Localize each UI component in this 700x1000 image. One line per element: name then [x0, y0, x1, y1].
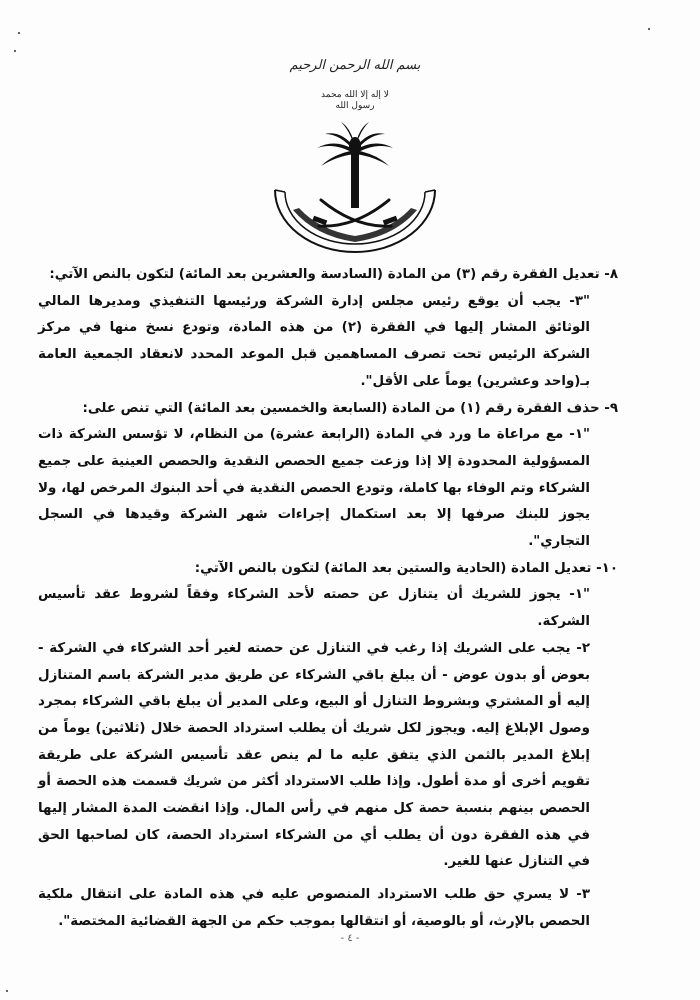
basmala-header: بسم الله الرحمن الرحيم: [289, 58, 421, 73]
amendment-item-9: [38, 396, 618, 556]
scan-speck: [14, 50, 16, 52]
item-paragraph: "١- مع مراعاة ما ورد في المادة (الرابعة عشرة) من النظام، لا تؤسس الشركة ذات المسؤولية المحدودة إلا إذا وزعت جميع الحصص النقدية والحصص العينية على جميع الشركاء وتم الوفاء بها كاملة، وتودع الحصص النقدية في أحد البنوك المرخص لها، ولا يجوز للبنك صرفها إلا بعد استكمال إجراءات شهر الشركة وقيدها في السجل التجاري".: [38, 427, 590, 550]
item-heading: ٨- تعديل الفقرة رقم (٣) من المادة (السادسة والعشرين بعد المائة) لتكون بالنص الآتي:: [49, 267, 618, 282]
scan-speck: [648, 28, 650, 30]
amendment-item-8: [38, 262, 618, 396]
page-number: - ٤ -: [340, 933, 360, 944]
item-paragraph: "١- يجوز للشريك أن يتنازل عن حصته لأحد الشركاء وفقاً لشروط عقد تأسيس الشركة.: [38, 587, 590, 630]
scan-speck: [18, 32, 20, 34]
item-paragraph: ٣- لا يسري حق طلب الاسترداد المنصوص عليه في هذه المادة على انتقال ملكية الحصص بالإرث، أو بالوصية، أو انتقالها بموجب حكم من الجهة القضائية المختصة".: [38, 887, 590, 929]
item-paragraph: ٢- يجب على الشريك إذا رغب في التنازل عن حصته لغير أحد الشركاء في الشركة - بعوض أو بدون عوض - أن يبلغ باقي الشركاء عن طريق مدير الشركة باسم المتنازل إليه أو المشتري وبشروط التنازل أو البيع، وعلى المدير أن يبلغ باقي الشركاء بمجرد وصول الإبلاغ إليه. ويجوز لكل شريك أن يطلب استرداد الحصة خلال (ثلاثين) يوماً من إبلاغ المدير بالثمن الذي يتفق عليه ما لم ينص عقد تأسيس الشركة على طريقة تقويم أخرى أو مدة أطول. وإذا طلب الاسترداد أكثر من شريك قسمت هذه الحصة أو الحصص بينهم بنسبة حصة كل منهم في رأس المال. وإذا انقضت المدة المشار إليها في هذه الفقرة دون أن يطلب أي من الشركاء استرداد الحصة، كان لصاحبها الحق في التنازل عنها للغير.: [38, 640, 590, 870]
saudi-emblem-seal: [255, 50, 455, 260]
scan-speck: [6, 990, 8, 992]
shahada-calligraphy: لا إله إلا الله محمد رسول الله: [321, 90, 389, 111]
item-paragraph: "٣- يجب أن يوقع رئيس مجلس إدارة الشركة ورئيسها التنفيذي ومديرها المالي الوثائق المشار إليها في الفقرة (٢) من هذه المادة، وتودع نسخ منها في مركز الشركة الرئيس تحت تصرف المساهمين قبل الموعد المحدد لانعقاد الجمعية العامة بـ(واحد وعشرين) يوماً على الأقل".: [38, 293, 591, 389]
document-body: [38, 262, 618, 936]
item-heading: ١٠- تعديل المادة (الحادية والستين بعد المائة) لتكون بالنص الآتي:: [194, 560, 618, 576]
amendment-item-10: [38, 556, 618, 936]
item-heading: ٩- حذف الفقرة رقم (١) من المادة (السابعة والخمسين بعد المائة) التي تنص على:: [82, 400, 618, 416]
